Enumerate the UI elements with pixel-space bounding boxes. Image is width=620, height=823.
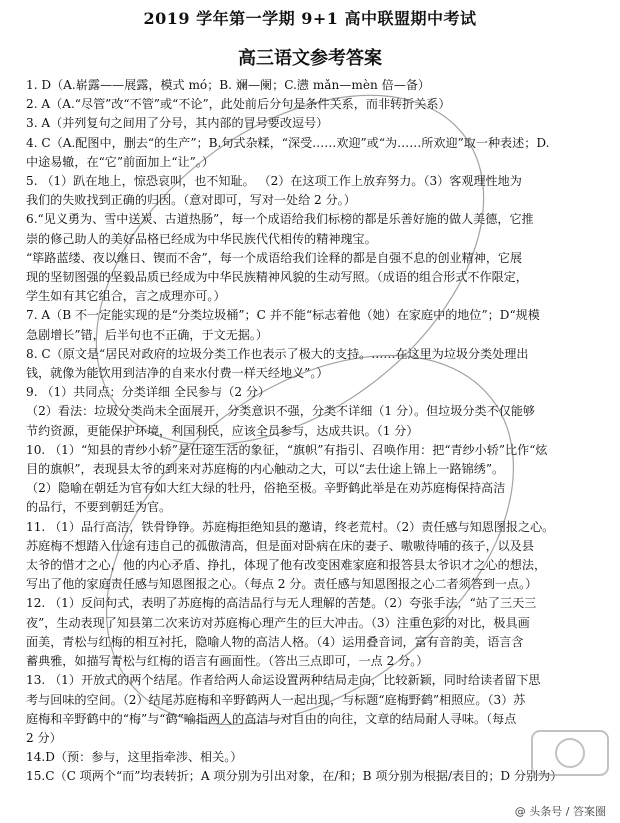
answer-line: 15.C（C 项两个“而”均表转折；A 项分别为引出对象，在/和；B 项分别为根据/表目的；D 分别为）	[26, 769, 563, 784]
answer-line: 14.D（预：参与，这里指牵涉、相关。）	[26, 750, 243, 765]
answer-line: 3. A（并列复句之间用了分号，其内部的冒号要改逗号）	[26, 116, 329, 131]
answer-line: 面美，青松与红梅的相互衬托，隐喻人物的高洁人格。（4）运用叠音词，富有音韵美，语言含	[26, 634, 524, 649]
answer-line: 2. A（A.“尽管”改“不管”或“不论”，此处前后分句是条件关系，而非转折关系）	[26, 97, 451, 112]
answer-line: 12. （1）反问句式，表明了苏庭梅的高洁品行与无人理解的苦楚。（2）夸张手法，“站了三天三	[26, 596, 537, 611]
answer-line: 节约资源，更能保护环境，利国利民，应该全员参与，达成共识。（1 分）	[26, 423, 419, 438]
answer-line: 2 分）	[26, 730, 62, 745]
answer-body	[26, 76, 600, 787]
answer-line: 的品行，不要到朝廷为官。	[26, 500, 172, 515]
answer-line: 4. C（A.配图中，删去“的生产”；B.句式杂糅，“深受……欢迎”或“为……所欢迎”取一种表述；D.	[26, 135, 550, 150]
answer-line: 我们的失败找到正确的归因。（意对即可，写对一处给 2 分。）	[26, 193, 356, 208]
answer-line: 夜”，生动表现了知县第二次来访对苏庭梅心理产生的巨大冲击。（3）注重色彩的对比，极具画	[26, 615, 530, 630]
answer-line: 考与回味的空间。（2）结尾苏庭梅和辛野鹤两人一起出现，与标题“庭梅野鹤”相照应。（3）苏	[26, 692, 526, 707]
answer-line: 目的旗帜”，表现县太爷的到来对苏庭梅的内心触动之大，可以“去仕途上锦上一路锦绣”。	[26, 462, 505, 477]
answer-line: 钱，就像为能饮用到洁净的自来水付费一样天经地义”。）	[26, 366, 329, 381]
answer-line: “筚路蓝缕、夜以继日、锲而不舍”，每一个成语给我们诠释的都是自强不息的创业精神，它展	[26, 250, 523, 265]
answer-line: （2）隐喻在朝廷为官有如大红大绿的牡丹，俗艳至极。辛野鹤此举是在劝苏庭梅保持高洁	[26, 481, 506, 496]
answer-line: 苏庭梅不想踏入仕途有违自己的孤傲清高，但是面对卧病在床的妻子、嗷嗷待哺的孩子，以及县	[26, 538, 534, 553]
answer-line: 蓄典雅，如描写青松与红梅的语言有画面性。（答出三点即可，一点 2 分。）	[26, 654, 429, 669]
answer-line: 10. （1）“知县的青纱小轿”是仕途生活的象征，“旗帜”有指引、召唤作用：把“青纱小轿”比作“炫	[26, 442, 548, 457]
answer-line: 太爷的惜才之心，他的内心矛盾、挣扎，体现了他有改变困难家庭和报答县太爷识才之心的想法，	[26, 558, 547, 573]
answer-line: 9. （1）共同点：分类详细 全民参与（2 分）	[26, 385, 271, 400]
answer-line: 8. C（原文是“居民对政府的垃圾分类工作也表示了极大的支持。……在这里为垃圾分类处理出	[26, 346, 529, 361]
answer-line: 1. D（A.崭露——展露，模式 mó；B. 斓—阑；C.懑 mǎn—mèn 倍—备）	[26, 78, 431, 92]
answer-line: 6.“见义勇为、雪中送炭、古道热肠”，每一个成语给我们标榜的都是乐善好施的做人美德，它推	[26, 212, 534, 227]
answer-line: 7. A（B 不一定能实现的是“分类垃圾桶”；C 并不能“标志着他（她）在家庭中的地位”；D“规模	[26, 308, 540, 323]
answer-line: 中途易辙，在“它”前面加上“让”。）	[26, 154, 214, 169]
answer-line: 学生如有其它组合，言之成理亦可。）	[26, 289, 226, 304]
answer-line: 急剧增长”错，后半句也不正确，于文无据。）	[26, 327, 269, 342]
answer-line: 5. （1）趴在地上，惊恐哀叫，也不知耻。 （2）在这项工作上放弃努力。（3）客观理性地为	[26, 174, 522, 189]
answer-line: （2）看法：垃圾分类尚未全面展开，分类意识不强，分类不详细（1 分）。但垃圾分类不仅能够	[26, 404, 536, 419]
answer-line: 写出了他的家庭责任感与知恩图报之心。（每点 2 分。责任感与知恩图报之心二者须答到一点。）	[26, 577, 538, 592]
answer-line: 庭梅和辛野鹤中的“梅”与“鹤”喻指两人的高洁与对自由的向往，文章的结局耐人寻味。（每点	[26, 711, 517, 726]
answer-line: 13. （1）开放式的两个结尾。作者给两人命运设置两种结局走向，比较新颖，同时给读者留下思	[26, 673, 541, 688]
watermark-caption: @ 头条号 / 答案圈	[514, 805, 606, 818]
exam-subtitle: 高三语文参考答案	[238, 48, 382, 69]
answer-line: 11. （1）品行高洁，铁骨铮铮。苏庭梅拒绝知县的邀请，终老荒村。（2）责任感与知恩图报之心。	[26, 519, 555, 534]
answer-line: 现的坚韧图强的坚毅品质已经成为中华民族精神风貌的生动写照。（成语的组合形式不作限定，	[26, 270, 528, 285]
answer-line: 崇的修己助人的美好品格已经成为中华民族代代相传的精神瑰宝。	[26, 231, 377, 246]
exam-title: 2019 学年第一学期 9+1 高中联盟期中考试	[143, 9, 477, 28]
